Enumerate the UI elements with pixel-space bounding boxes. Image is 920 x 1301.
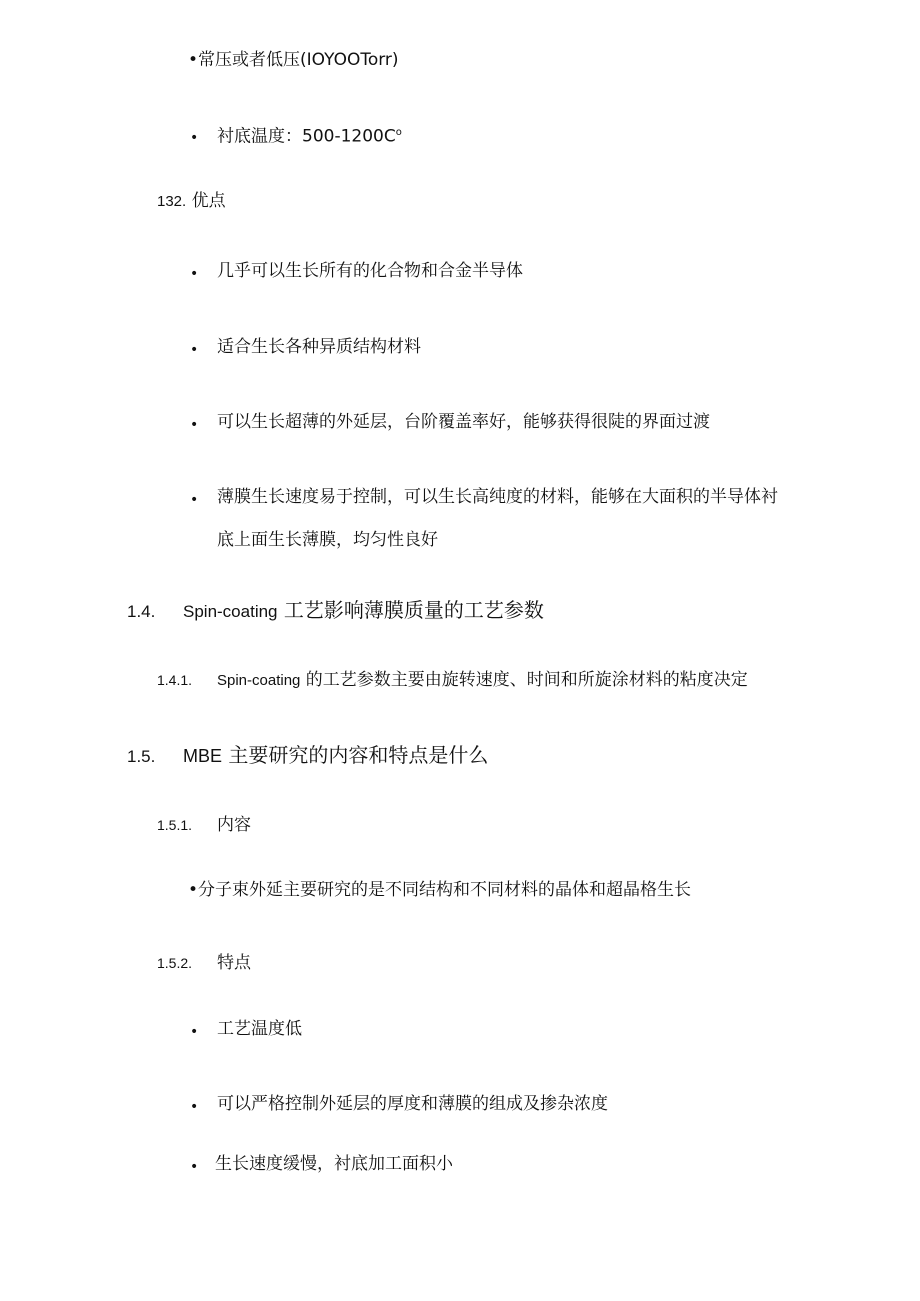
heading-latin: Spin-coating [217,672,301,689]
list-item-text-line1: 薄膜生长速度易于控制，可以生长高纯度的材料，能够在大面积的半导体衬 [217,487,778,507]
bullet-icon: • [190,266,199,282]
list-item-text-line2: 底上面生长薄膜，均匀性良好 [217,530,438,550]
heading-text: 主要研究的内容和特点是什么 [228,743,489,767]
subsection-heading-1-5-1 [157,817,251,834]
bullet-icon: • [190,417,199,433]
heading-text: 内容 [217,815,251,835]
bullet-icon: • [190,130,199,146]
list-item-continuation [217,532,438,549]
list-item-text: 生长速度缓慢，衬底加工面积小 [215,1154,453,1174]
list-item-text: 适合生长各种异质结构材料 [217,337,421,357]
list-item [217,339,421,356]
list-item-text: •分子束外延主要研究的是不同结构和不同材料的晶体和超晶格生长 [188,880,692,900]
list-item-pressure [188,52,399,69]
section-heading-1-5 [127,745,488,765]
list-item-text: •常压或者低压(IOYOOTorr) [188,50,399,70]
degree-superscript: o [395,127,402,138]
list-item [217,414,710,431]
heading-latin: MBE [183,746,223,766]
list-item [217,1021,302,1038]
heading-number: 1.4.1. [157,672,193,688]
bullet-icon: • [190,1024,199,1040]
list-item-mbe-content [188,882,691,899]
list-item-substrate-temp [217,128,402,146]
subsection-heading-1-5-2 [157,955,251,972]
heading-number: 132. [157,193,187,210]
heading-number: 1.5.1. [157,817,193,833]
subsection-heading-1-4-1 [157,672,748,689]
list-item-text: 工艺温度低 [217,1019,302,1039]
heading-text: 优点 [191,191,226,211]
heading-text: 特点 [217,953,251,973]
list-item-text: 可以严格控制外延层的厚度和薄膜的组成及掺杂浓度 [217,1094,608,1114]
bullet-icon: • [190,342,199,358]
list-item-text: 衬底温度：500-1200C [217,126,396,147]
section-heading-1-4 [127,600,544,620]
bullet-icon: • [190,1099,199,1115]
bullet-icon: • [190,1159,199,1175]
list-item [217,489,778,506]
list-item [217,1096,608,1113]
heading-number: 1.5. [127,747,156,766]
heading-text: 工艺影响薄膜质量的工艺参数 [283,598,544,622]
heading-text: 的工艺参数主要由旋转速度、时间和所旋涂材料的粘度决定 [305,670,748,690]
subsection-heading-advantages [157,193,226,210]
bullet-icon: • [190,492,199,508]
list-item [217,263,523,280]
heading-number: 1.4. [127,602,156,621]
heading-latin: Spin-coating [183,602,278,621]
heading-number: 1.5.2. [157,955,193,971]
list-item [215,1156,453,1173]
list-item-text: 可以生长超薄的外延层，台阶覆盖率好，能够获得很陡的界面过渡 [217,412,710,432]
list-item-text: 几乎可以生长所有的化合物和合金半导体 [217,261,523,281]
